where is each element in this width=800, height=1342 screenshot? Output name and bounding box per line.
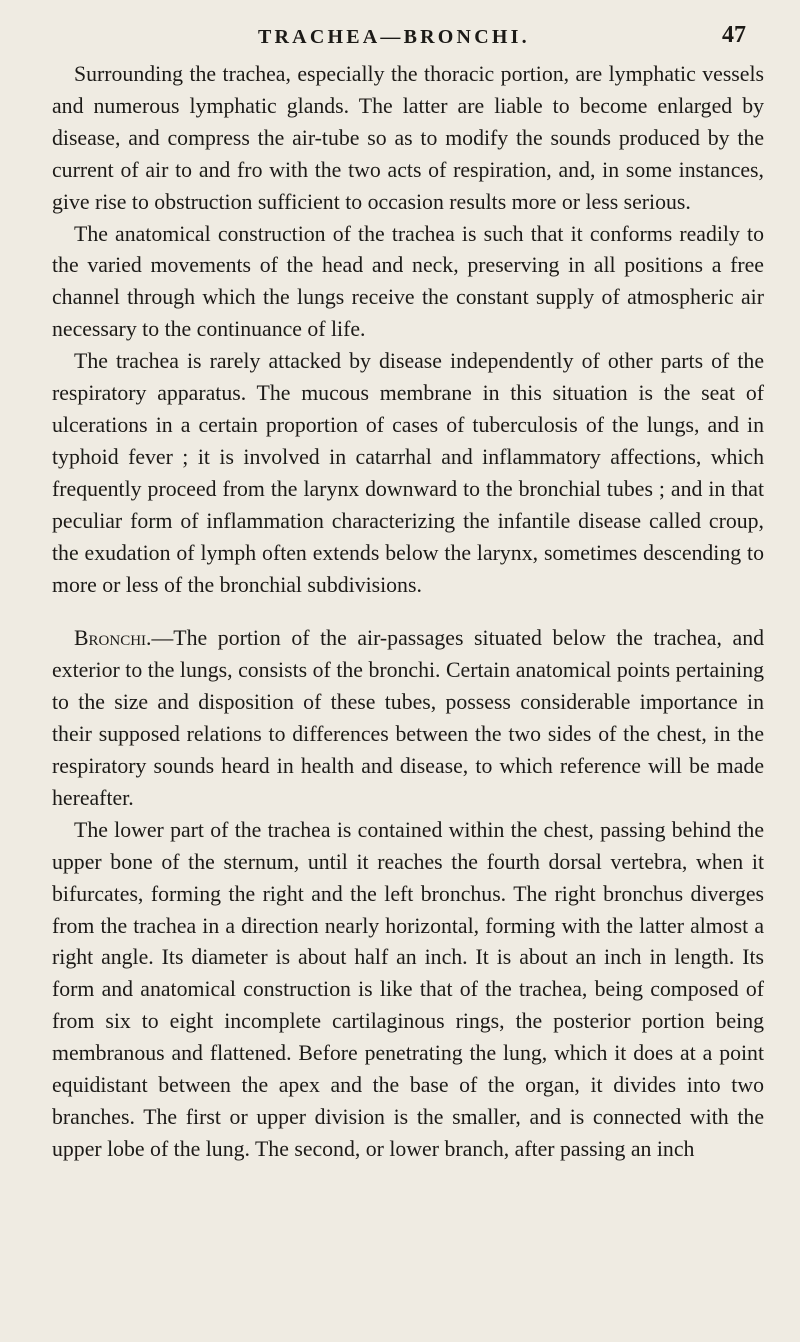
paragraph-lymphatics [52, 59, 764, 219]
page-number: 47 [722, 22, 746, 48]
paragraph-text: The trachea is rarely attacked by disease independently of other parts of the respiratory apparatus. The mucous membrane in this situation is the seat of ulcerations in a certain proportion of cases of tuberculosis of the lungs, and in typhoid fever ; it is involved in catarrhal and inflammatory affections, which frequently proceed from the larynx downward to the bronchial tubes ; and in that peculiar form of inflammation characterizing the infantile disease called croup, the exudation of lymph often extends below the larynx, sometimes descending to more or less of the bronchial subdivisions. [52, 349, 764, 597]
paragraph-bronchi-section [52, 623, 764, 814]
paragraph-bifurcation [52, 815, 764, 1166]
paragraph-disease [52, 346, 764, 601]
running-head [0, 22, 800, 52]
running-title: TRACHEA—BRONCHI. [258, 26, 530, 48]
paragraph-text: The anatomical construction of the trachea is such that it conforms readily to the varied movements of the head and neck, preserving in all positions a free channel through which the lungs receive the constant supply of atmospheric air necessary to the continuance of life. [52, 221, 764, 342]
paragraph-text: —The portion of the air-passages situated below the trachea, and exterior to the lungs, consists of the bronchi. Certain anatomical points pertaining to the size and disposition of these tubes, possess considerable importance in their supposed relations to differences between the two sides of the chest, in the respiratory sounds heard in health and disease, to which reference will be made hereafter. [52, 626, 764, 810]
section-heading-bronchi: Bronchi. [74, 626, 152, 651]
paragraph-text: The lower part of the trachea is contained within the chest, passing behind the upper bone of the sternum, until it reaches the fourth dorsal vertebra, when it bifurcates, forming the right and the left bronchus. The right bronchus diverges from the trachea in a direction nearly horizontal, forming with the latter almost a right angle. Its diameter is about half an inch. It is about an inch in length. Its form and anatomical construction is like that of the trachea, being composed of from six to eight incomplete cartilaginous rings, the posterior portion being membranous and flattened. Before penetrating the lung, which it does at a point equidistant between the apex and the base of the organ, it divides into two branches. The first or upper division is the smaller, and is connected with the upper lobe of the lung. The second, or lower branch, after passing an inch [52, 817, 764, 1161]
paragraph-construction [52, 219, 764, 347]
body-text [52, 59, 764, 1166]
paragraph-text: Surrounding the trachea, especially the thoracic portion, are lymphatic vessels and numerous lymphatic glands. The latter are liable to become enlarged by disease, and compress the air-tube so as to modify the sounds produced by the current of air to and fro with the two acts of respiration, and, in some instances, give rise to obstruction sufficient to occasion results more or less serious. [52, 62, 764, 214]
